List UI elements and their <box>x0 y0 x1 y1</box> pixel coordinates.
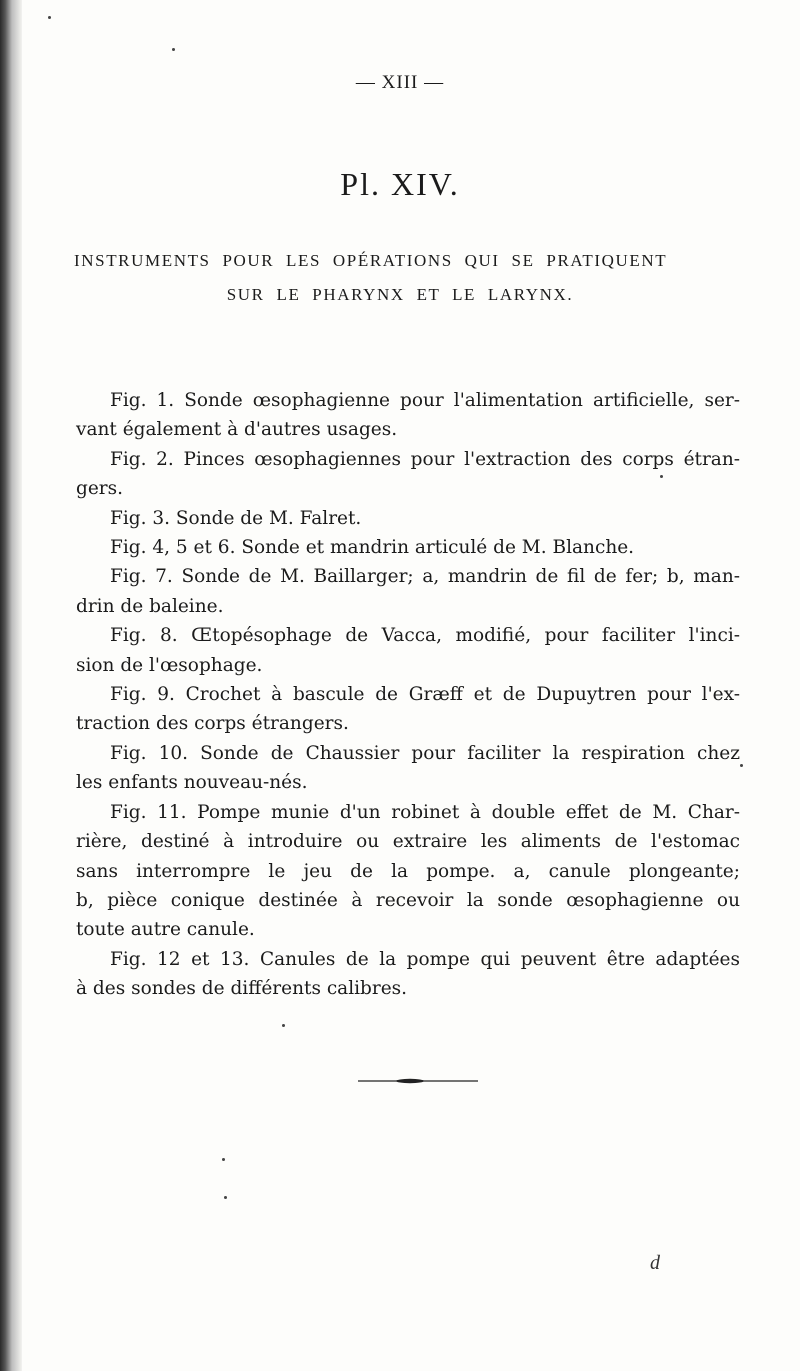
caption-line: traction des corps étrangers. <box>76 713 349 735</box>
figure-caption-entry <box>98 533 740 562</box>
caption-line: Fig. 8. Œtopésophage de Vacca, modifié, pour faciliter l'inci- <box>110 625 740 647</box>
print-speck <box>48 16 51 19</box>
ornament-divider <box>358 1078 478 1084</box>
book-binding-edge <box>0 0 22 1371</box>
section-heading-line-2: SUR LE PHARYNX ET LE LARYNX. <box>226 285 574 304</box>
figure-caption-entry <box>76 562 740 621</box>
section-heading-line-1: INSTRUMENTS POUR LES OPÉRATIONS QUI SE PRATIQUENT <box>74 251 668 270</box>
signature-mark: d <box>650 1252 660 1274</box>
caption-line: b, pièce conique destinée à recevoir la sonde œsophagienne ou <box>76 889 740 911</box>
figure-caption-entry <box>76 945 740 1004</box>
caption-line: Fig. 2. Pinces œsophagiennes pour l'extraction des corps étran- <box>110 448 740 470</box>
page-number: — XIII — <box>355 72 445 93</box>
caption-line: à des sondes de différents calibres. <box>76 978 408 1000</box>
caption-line: gers. <box>76 478 124 500</box>
caption-line: rière, destiné à introduire ou extraire les aliments de l'estomac <box>76 831 740 853</box>
caption-line: sans interrompre le jeu de la pompe. a, canule plongeante; <box>76 860 740 882</box>
caption-line: vant également à d'autres usages. <box>76 419 398 441</box>
caption-line: les enfants nouveau-nés. <box>76 772 308 794</box>
figure-caption-entry <box>76 386 740 445</box>
print-speck <box>740 764 743 767</box>
plate-title: Pl. XIV. <box>340 166 460 202</box>
print-speck <box>282 1024 285 1027</box>
caption-line: toute autre canule. <box>76 919 255 941</box>
caption-line: Fig. 12 et 13. Canules de la pompe qui peuvent être adaptées <box>110 948 740 970</box>
caption-line: Fig. 10. Sonde de Chaussier pour faciliter la respiration chez <box>110 742 740 764</box>
print-speck <box>224 1196 227 1199</box>
figure-captions <box>76 386 740 1004</box>
caption-line: drin de baleine. <box>76 595 224 617</box>
caption-line: Fig. 3. Sonde de M. Falret. <box>110 507 362 529</box>
figure-caption-entry <box>76 621 740 680</box>
figure-caption-entry <box>76 680 740 739</box>
figure-caption-entry <box>76 739 740 798</box>
caption-line: Fig. 4, 5 et 6. Sonde et mandrin articulé de M. Blanche. <box>110 537 635 559</box>
caption-line: Fig. 1. Sonde œsophagienne pour l'alimentation artificielle, ser- <box>110 390 740 411</box>
caption-line: Fig. 9. Crochet à bascule de Græff et de Dupuytren pour l'ex- <box>110 684 740 706</box>
figure-caption-entry <box>76 445 740 504</box>
caption-line: Fig. 11. Pompe munie d'un robinet à double effet de M. Char- <box>110 801 740 823</box>
caption-line: sion de l'œsophage. <box>76 654 263 676</box>
print-speck <box>222 1158 225 1161</box>
print-speck <box>660 475 663 478</box>
figure-caption-entry <box>76 798 740 945</box>
caption-line: Fig. 7. Sonde de M. Baillarger; a, mandrin de fil de fer; b, man- <box>110 566 740 588</box>
print-speck <box>172 48 175 51</box>
figure-caption-entry <box>98 504 740 533</box>
